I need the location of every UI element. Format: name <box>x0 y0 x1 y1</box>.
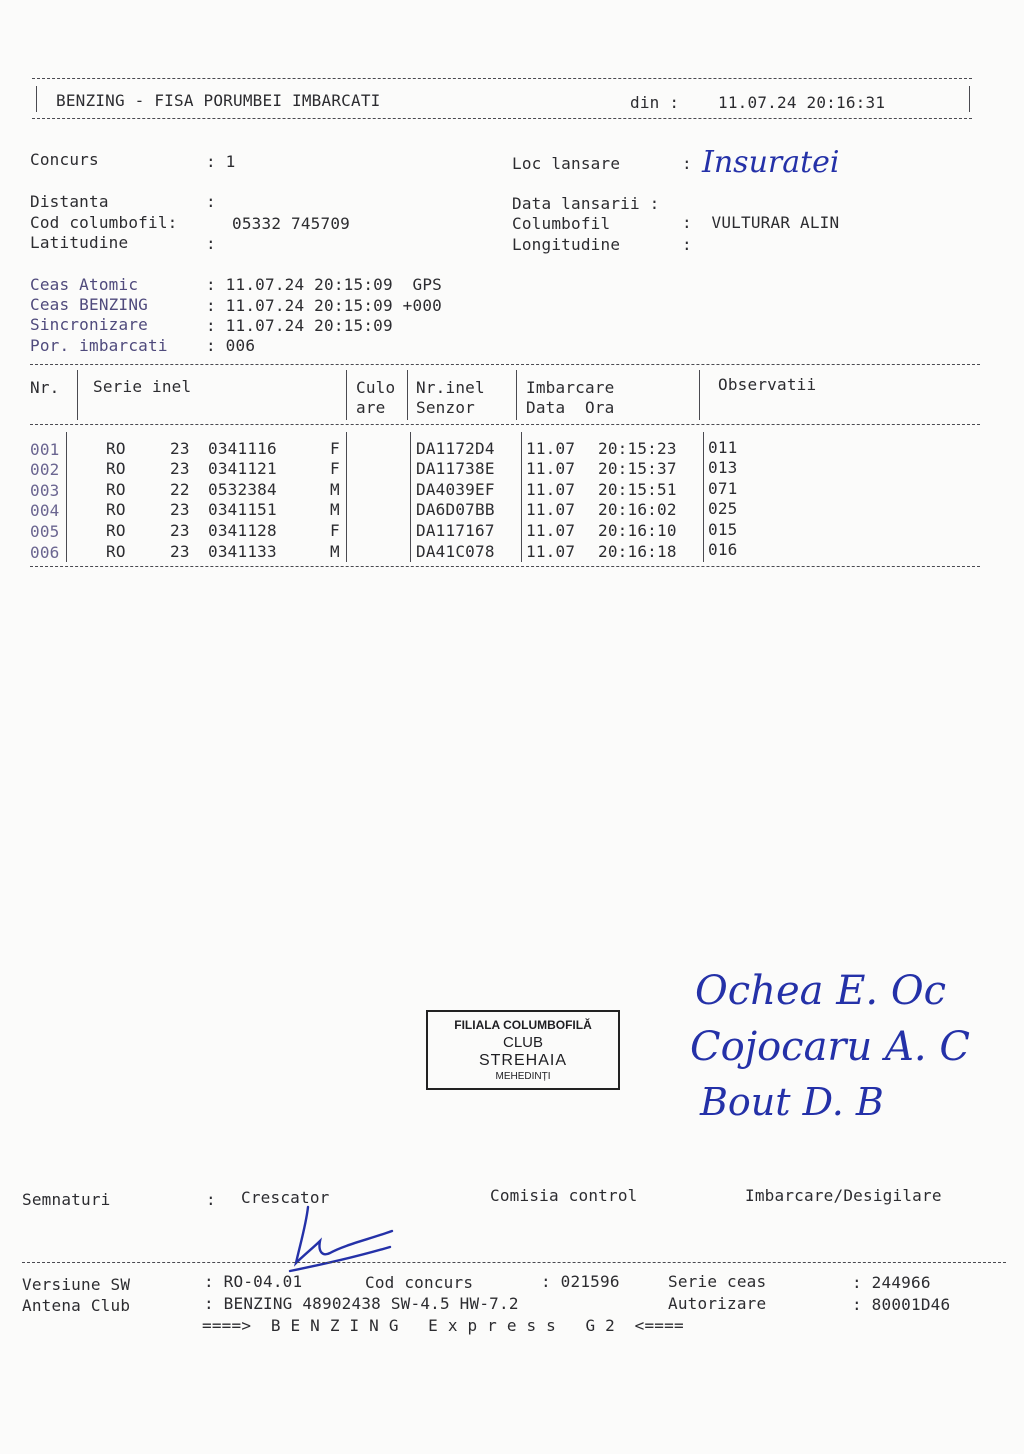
row-obs: 016 <box>708 540 738 559</box>
loc-lansare-handwritten: Insuratei <box>702 145 840 180</box>
header-bottom-border <box>32 118 972 119</box>
crescator-label: Crescator <box>241 1188 330 1207</box>
row-ora: 20:15:23 <box>598 439 677 458</box>
row-an: 23 <box>170 500 190 519</box>
row-sex: M <box>330 542 340 561</box>
row-an: 23 <box>170 439 190 458</box>
versiune-value: : RO-04.01 <box>204 1272 303 1291</box>
row-data: 11.07 <box>526 500 576 519</box>
table-top-border <box>30 364 980 365</box>
cod-concurs-value: : 021596 <box>541 1272 620 1291</box>
row-nr: 005 <box>30 522 60 541</box>
distanta-label: Distanta <box>30 192 109 211</box>
row-data: 11.07 <box>526 439 576 458</box>
row-ora: 20:16:02 <box>598 500 677 519</box>
antena-value: : BENZING 48902438 SW-4.5 HW-7.2 <box>204 1294 519 1313</box>
row-senzor: DA11738E <box>416 459 495 478</box>
row-ora: 20:15:37 <box>598 459 677 478</box>
col-sep-nr <box>77 370 78 420</box>
handwritten-signature-1: Ochea E. Oc <box>695 968 947 1014</box>
body-sep-nr <box>66 432 67 562</box>
header-right-border <box>969 86 970 112</box>
autorizare-value: : 80001D46 <box>852 1295 951 1314</box>
cod-columbofil-label: Cod columbofil: <box>30 213 178 232</box>
loc-lansare-label: Loc lansare <box>512 154 621 173</box>
porumbei-imbarcati-label: Por. imbarcati <box>30 336 168 355</box>
cod-concurs-label: Cod concurs <box>365 1273 474 1292</box>
columbofil-value: : VULTURAR ALIN <box>682 213 840 232</box>
versiune-label: Versiune SW <box>22 1275 131 1294</box>
row-an: 22 <box>170 480 190 499</box>
row-nr: 003 <box>30 481 60 500</box>
col-sep-culoare <box>407 370 408 420</box>
longitudine-value: : <box>682 235 692 254</box>
row-serie: 0341128 <box>208 521 277 540</box>
row-sex: F <box>330 439 340 458</box>
header-top-border <box>32 78 972 79</box>
sincronizare-value: : 11.07.24 20:15:09 <box>206 316 393 335</box>
row-nr: 004 <box>30 501 60 520</box>
clock-benzing-label: Ceas BENZING <box>30 295 168 314</box>
col-header-culoare-2: are <box>356 398 386 417</box>
autorizare-label: Autorizare <box>668 1294 767 1313</box>
serie-ceas-value: : 244966 <box>852 1273 931 1292</box>
antena-label: Antena Club <box>22 1296 131 1315</box>
clock-atomic-label: Ceas Atomic <box>30 275 168 294</box>
latitudine-value: : <box>206 234 216 253</box>
col-header-nrinel-1: Nr.inel <box>416 378 485 397</box>
row-serie: 0341121 <box>208 459 277 478</box>
col-header-nr: Nr. <box>30 378 60 397</box>
cod-columbofil-value: 05332 745709 <box>232 214 350 233</box>
benzing-express-banner: ====> B E N Z I N G E x p r e s s G 2 <==== <box>202 1316 684 1335</box>
row-obs: 015 <box>708 520 738 539</box>
row-senzor: DA1172D4 <box>416 439 495 458</box>
footer-top-border <box>22 1262 1006 1263</box>
row-data: 11.07 <box>526 459 576 478</box>
col-header-nrinel-2: Senzor <box>416 398 475 417</box>
row-obs: 071 <box>708 479 738 498</box>
stamp-line-4: MEHEDINȚI <box>495 1071 551 1082</box>
row-tara: RO <box>106 521 126 540</box>
col-header-imbarcare-1: Imbarcare <box>526 378 615 397</box>
row-data: 11.07 <box>526 521 576 540</box>
comisia-control-label: Comisia control <box>490 1186 638 1205</box>
row-ora: 20:16:18 <box>598 542 677 561</box>
header-left-border <box>36 86 37 112</box>
row-an: 23 <box>170 542 190 561</box>
clock-benzing-value: : 11.07.24 20:15:09 +000 <box>206 296 442 315</box>
row-tara: RO <box>106 480 126 499</box>
stamp-line-1: FILIALA COLUMBOFILĂ <box>454 1018 592 1032</box>
row-nr: 002 <box>30 460 60 479</box>
longitudine-label: Longitudine <box>512 235 621 254</box>
row-senzor: DA4039EF <box>416 480 495 499</box>
row-data: 11.07 <box>526 480 576 499</box>
distanta-value: : <box>206 192 216 211</box>
col-sep-serie <box>346 370 347 420</box>
columbofil-label: Columbofil <box>512 214 611 233</box>
row-sex: M <box>330 480 340 499</box>
row-serie: 0532384 <box>208 480 277 499</box>
row-ora: 20:15:51 <box>598 480 677 499</box>
table-header-bottom-border <box>30 424 980 425</box>
row-data: 11.07 <box>526 542 576 561</box>
row-obs: 013 <box>708 458 738 477</box>
imbarcare-desigilare-label: Imbarcare/Desigilare <box>745 1186 942 1205</box>
col-header-imbarcare-2: Data Ora <box>526 398 615 417</box>
row-tara: RO <box>106 439 126 458</box>
row-nr: 001 <box>30 440 60 459</box>
body-sep-nrinel <box>521 432 522 562</box>
row-tara: RO <box>106 500 126 519</box>
col-sep-imbarcare <box>699 370 700 420</box>
body-sep-serie <box>346 432 347 562</box>
row-obs: 011 <box>708 438 738 457</box>
semnaturi-label: Semnaturi <box>22 1190 111 1209</box>
col-sep-nrinel <box>516 370 517 420</box>
body-sep-imbarcare <box>703 432 704 562</box>
row-serie: 0341133 <box>208 542 277 561</box>
handwritten-signature-2: Cojocaru A. C <box>690 1024 970 1070</box>
stamp-line-2: CLUB <box>502 1034 543 1051</box>
club-stamp <box>426 1010 620 1090</box>
handwritten-signature-3: Bout D. B <box>700 1080 884 1124</box>
row-senzor: DA6D07BB <box>416 500 495 519</box>
row-tara: RO <box>106 459 126 478</box>
sincronizare-label: Sincronizare <box>30 315 168 334</box>
col-header-observatii: Observatii <box>718 375 817 394</box>
loc-lansare-value: : <box>682 154 692 173</box>
header-date-value: 11.07.24 20:16:31 <box>718 93 886 112</box>
row-an: 23 <box>170 521 190 540</box>
row-tara: RO <box>106 542 126 561</box>
body-sep-culoare <box>410 432 411 562</box>
porumbei-imbarcati-value: : 006 <box>206 336 256 355</box>
col-header-culoare-1: Culo <box>356 378 396 397</box>
stamp-line-3: STREHAIA <box>478 1052 567 1069</box>
row-serie: 0341116 <box>208 439 277 458</box>
data-lansarii-label: Data lansarii : <box>512 194 660 213</box>
header-title: BENZING - FISA PORUMBEI IMBARCATI <box>56 91 381 110</box>
row-serie: 0341151 <box>208 500 277 519</box>
row-an: 23 <box>170 459 190 478</box>
row-senzor: DA41C078 <box>416 542 495 561</box>
row-nr: 006 <box>30 543 60 562</box>
row-sex: F <box>330 459 340 478</box>
serie-ceas-label: Serie ceas <box>668 1272 767 1291</box>
table-bottom-border <box>30 566 980 567</box>
concurs-label: Concurs <box>30 150 99 169</box>
row-senzor: DA117167 <box>416 521 495 540</box>
concurs-value: : 1 <box>206 152 236 171</box>
clock-atomic-value: : 11.07.24 20:15:09 GPS <box>206 275 442 294</box>
semnaturi-colon: : <box>206 1190 216 1209</box>
row-ora: 20:16:10 <box>598 521 677 540</box>
row-sex: M <box>330 500 340 519</box>
row-sex: F <box>330 521 340 540</box>
latitudine-label: Latitudine <box>30 233 129 252</box>
row-obs: 025 <box>708 499 738 518</box>
header-date-label: din : <box>630 93 680 112</box>
col-header-serie: Serie inel <box>93 377 192 396</box>
